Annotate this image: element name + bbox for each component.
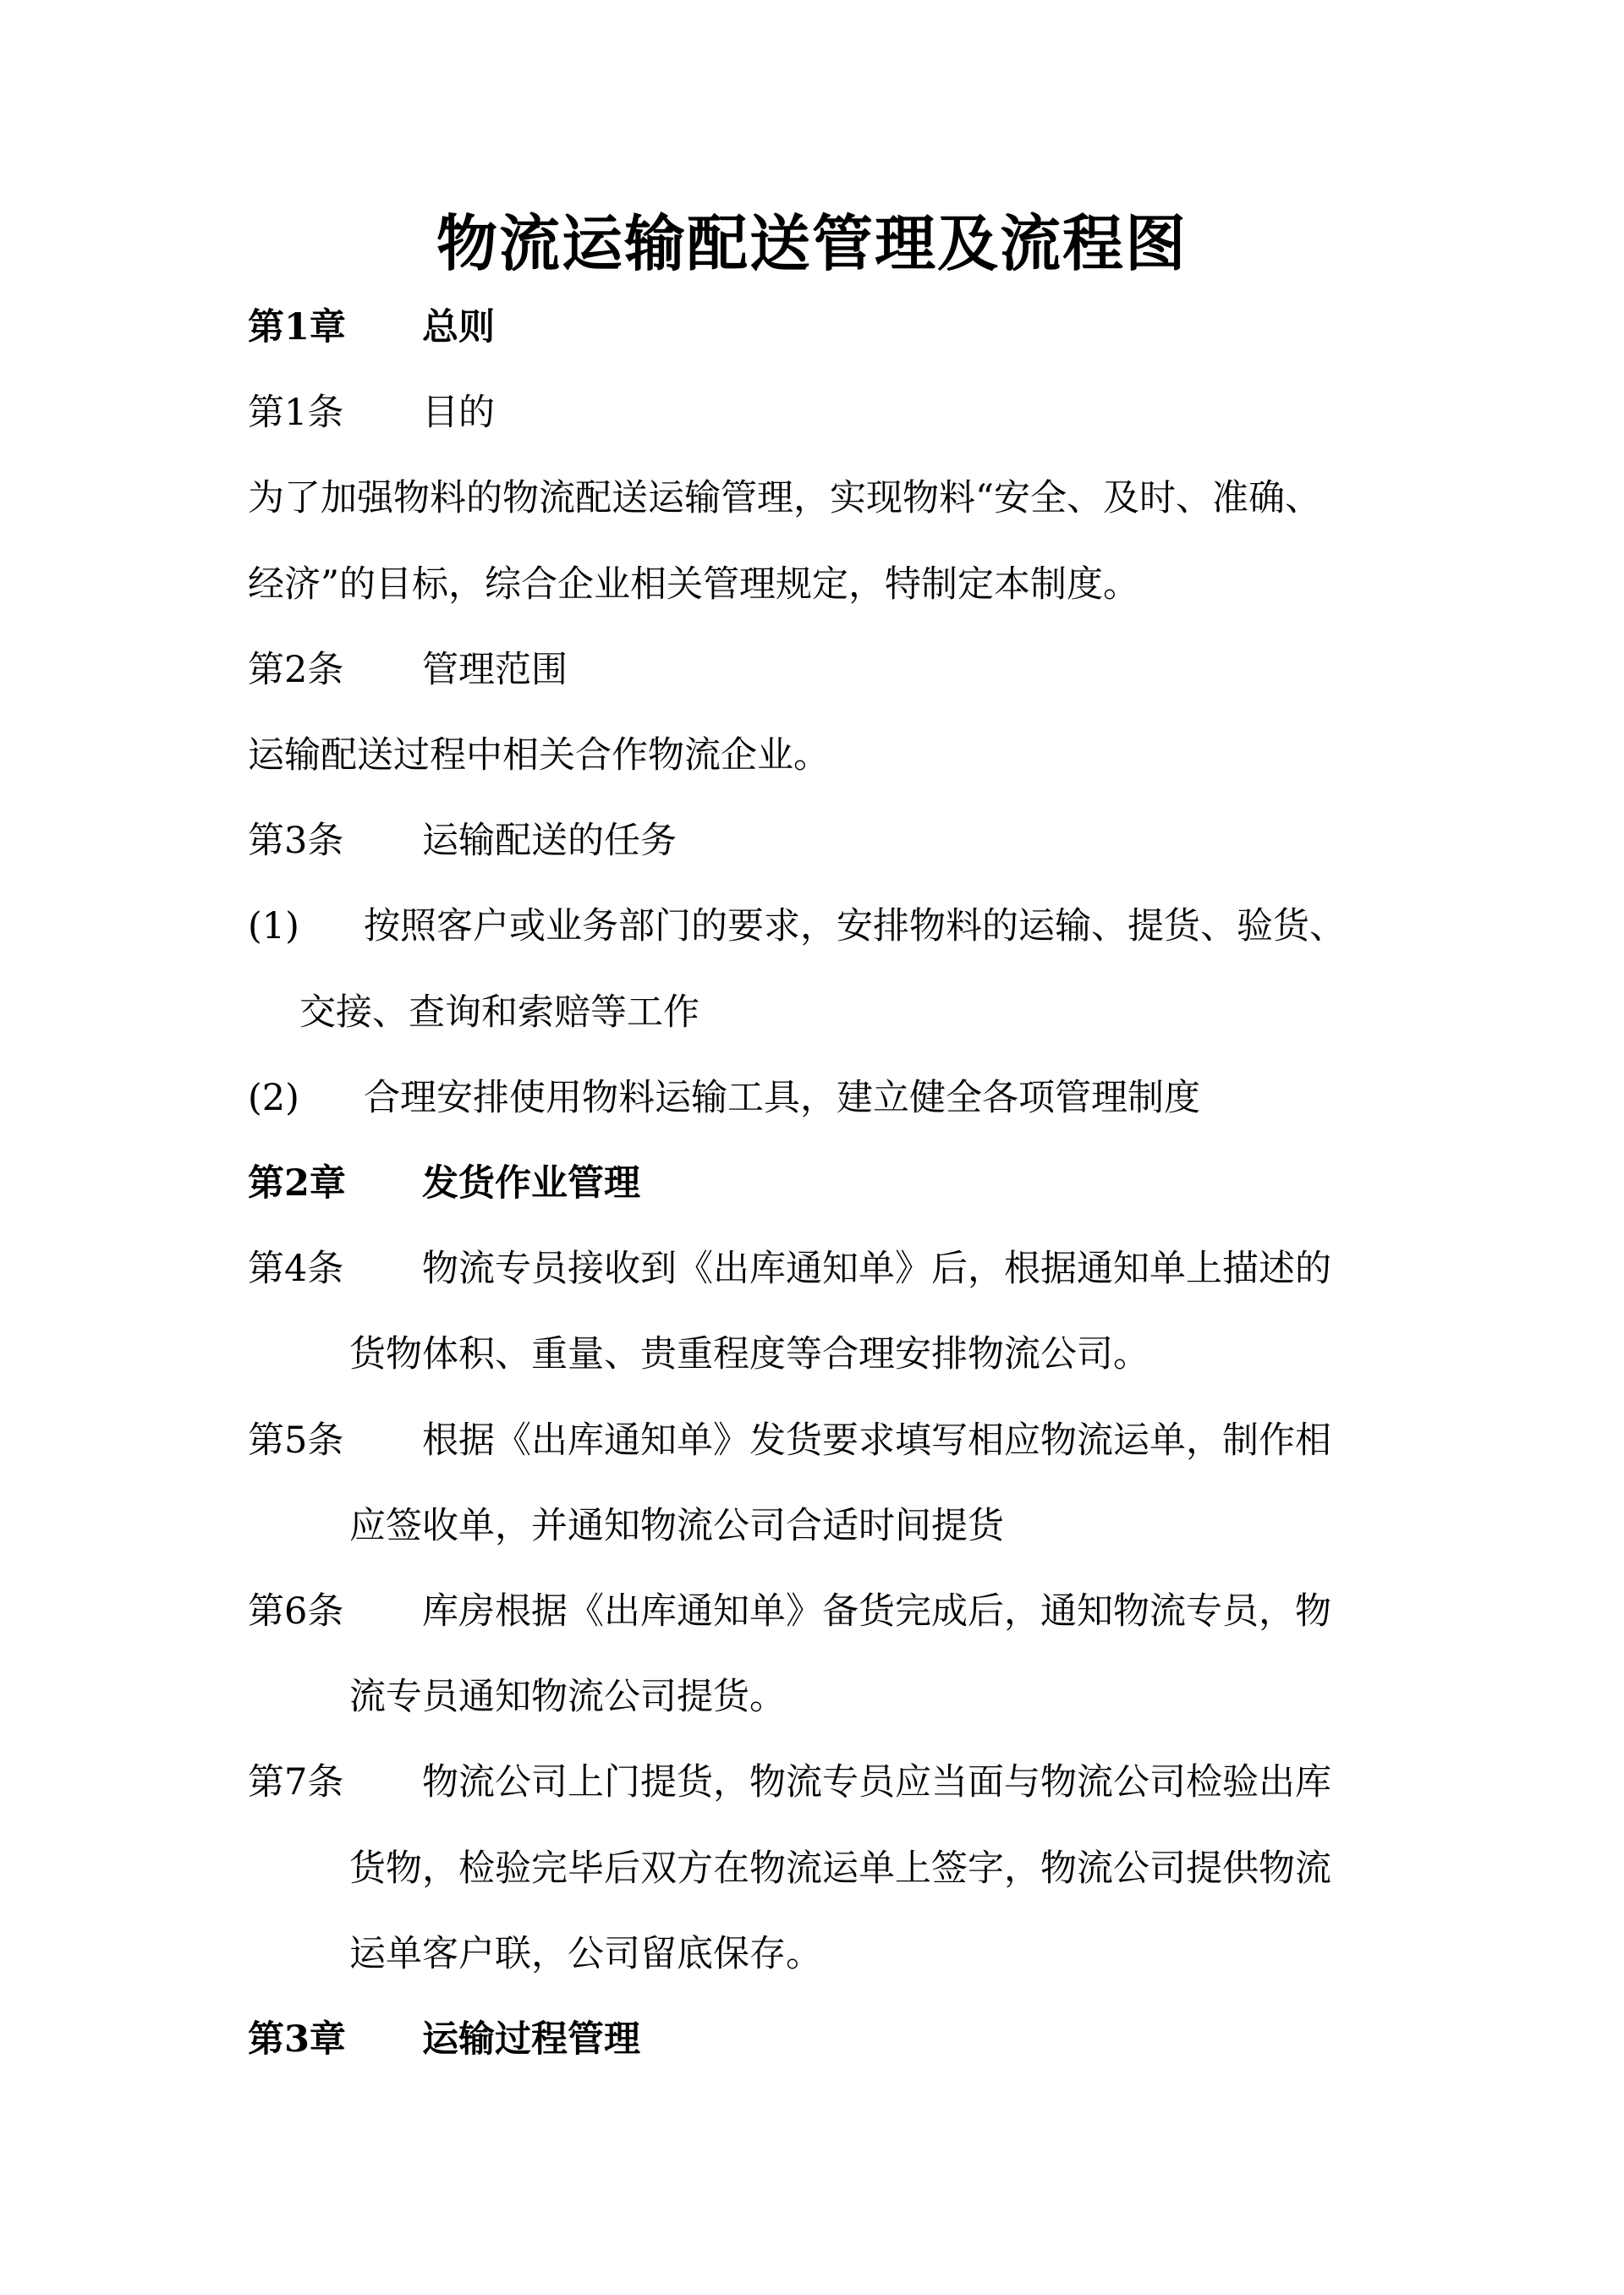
chapter-number: 第1章 <box>248 306 346 349</box>
article-number: 第5条 <box>248 1419 344 1462</box>
line-text: 流专员通知物流公司提货。 <box>349 1676 786 1719</box>
item-number: (2) <box>248 1076 299 1119</box>
line-text: 经济”的目标，综合企业相关管理规定，特制定本制度。 <box>248 563 1139 606</box>
line-text: 运单客户联，公司留底保存。 <box>349 1932 822 1975</box>
chapter-number: 第3章 <box>248 2018 346 2061</box>
line-text: 总则 <box>422 306 495 349</box>
line-text: 货物体积、重量、贵重程度等合理安排物流公司。 <box>349 1333 1149 1376</box>
line-text: 根据《出库通知单》发货要求填写相应物流运单，制作相 <box>422 1419 1331 1462</box>
line-text: 发货作业管理 <box>422 1162 640 1205</box>
document-title: 物流运输配送管理及流程图 <box>436 207 1188 279</box>
line-text: 运输配送的任务 <box>422 820 677 863</box>
line-text: 运输配送过程中相关合作物流企业。 <box>248 734 830 777</box>
article-number: 第3条 <box>248 820 344 863</box>
line-text: 库房根据《出库通知单》备货完成后，通知物流专员，物 <box>422 1590 1331 1633</box>
chapter-number: 第2章 <box>248 1162 346 1205</box>
line-text: 为了加强物料的物流配送运输管理，实现物料“安全、及时、准确、 <box>248 477 1321 520</box>
article-number: 第2条 <box>248 648 344 691</box>
article-number: 第6条 <box>248 1590 344 1633</box>
article-number: 第7条 <box>248 1761 344 1804</box>
article-number: 第1条 <box>248 392 344 435</box>
line-text: 物流公司上门提货，物流专员应当面与物流公司检验出库 <box>422 1761 1331 1804</box>
line-text: 按照客户或业务部门的要求，安排物料的运输、提货、验货、 <box>364 905 1346 948</box>
line-text: 管理范围 <box>422 648 568 691</box>
line-text: 交接、查询和索赔等工作 <box>299 991 700 1034</box>
line-text: 运输过程管理 <box>422 2018 640 2061</box>
line-text: 应签收单，并通知物流公司合适时间提货 <box>349 1504 1004 1547</box>
line-text: 物流专员接收到《出库通知单》后，根据通知单上描述的 <box>422 1248 1331 1291</box>
item-number: (1) <box>248 905 299 948</box>
line-text: 货物，检验完毕后双方在物流运单上签字，物流公司提供物流 <box>349 1847 1331 1890</box>
article-number: 第4条 <box>248 1248 344 1291</box>
line-text: 合理安排使用物料运输工具，建立健全各项管理制度 <box>364 1076 1200 1119</box>
line-text: 目的 <box>422 392 495 435</box>
